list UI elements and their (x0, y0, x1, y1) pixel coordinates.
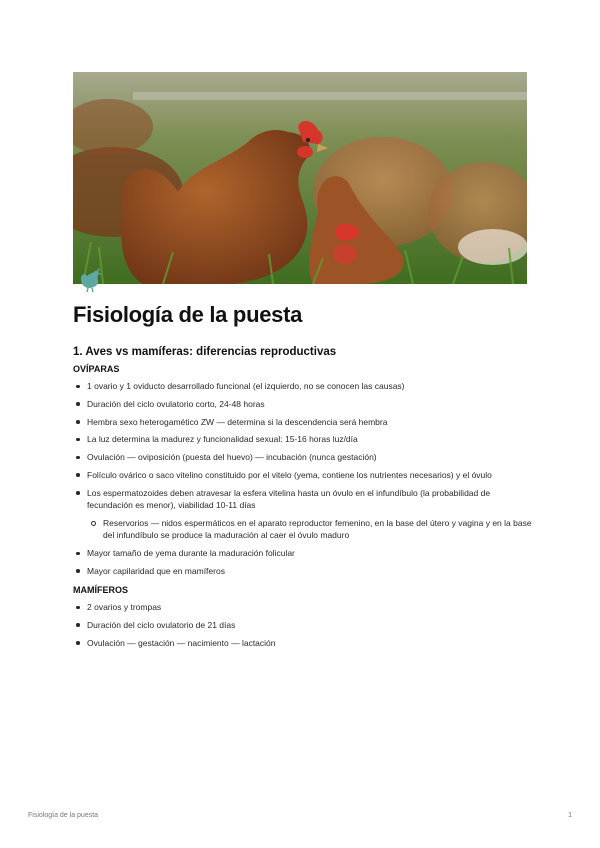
list-item: 2 ovarios y trompas (73, 601, 533, 614)
list-item: 1 ovario y 1 oviducto desarrollado funcional (el izquierdo, no se conocen las causas) (73, 380, 533, 393)
list-item: Ovulación — oviposición (puesta del huevo) — incubación (nunca gestación) (73, 451, 533, 464)
section-heading: 1. Aves vs mamíferas: diferencias reproductivas (73, 346, 337, 358)
cover-image (73, 72, 527, 284)
list-item: Duración del ciclo ovulatorio corto, 24-48 horas (73, 398, 533, 411)
page-title: Fisiología de la puesta (73, 302, 303, 327)
footer-doc-name: Fisiología de la puesta (28, 812, 99, 819)
list-item-with-sublist (73, 487, 533, 542)
chicken-icon (77, 266, 103, 292)
mamiferos-label: MAMÍFEROS (73, 585, 128, 595)
list-item: La luz determina la madurez y funcionalidad sexual: 15-16 horas luz/día (73, 433, 533, 446)
list-item: Mayor capilaridad que en mamíferos (73, 565, 533, 578)
nested-list (87, 517, 533, 542)
nested-list-item: Reservorios — nidos espermáticos en el aparato reproductor femenino, en la base del útero y vagina y en la base del infundíbulo se produce la maduración al caer el óvulo maduro (87, 517, 533, 542)
hens-photo (73, 72, 527, 284)
list-item: Ovulación — gestación — nacimiento — lactación (73, 637, 533, 650)
oviparas-list (73, 380, 533, 583)
mamiferos-list (73, 601, 533, 654)
list-item: Folículo ovárico o saco vitelino constituido por el vitelo (yema, contiene los nutrientes necesarios) y el óvulo (73, 469, 533, 482)
list-item: Duración del ciclo ovulatorio de 21 días (73, 619, 533, 632)
footer-page-number: 1 (568, 812, 572, 819)
list-item: Mayor tamaño de yema durante la maduración folicular (73, 547, 533, 560)
oviparas-label: OVÍPARAS (73, 364, 120, 374)
list-item: Hembra sexo heterogamético ZW — determina si la descendencia será hembra (73, 416, 533, 429)
list-item-text: Los espermatozoides deben atravesar la esfera vitelina hasta un óvulo en el infundíbulo (la probabilidad de fecundación es menor), viabilidad 10-11 días (87, 487, 491, 511)
